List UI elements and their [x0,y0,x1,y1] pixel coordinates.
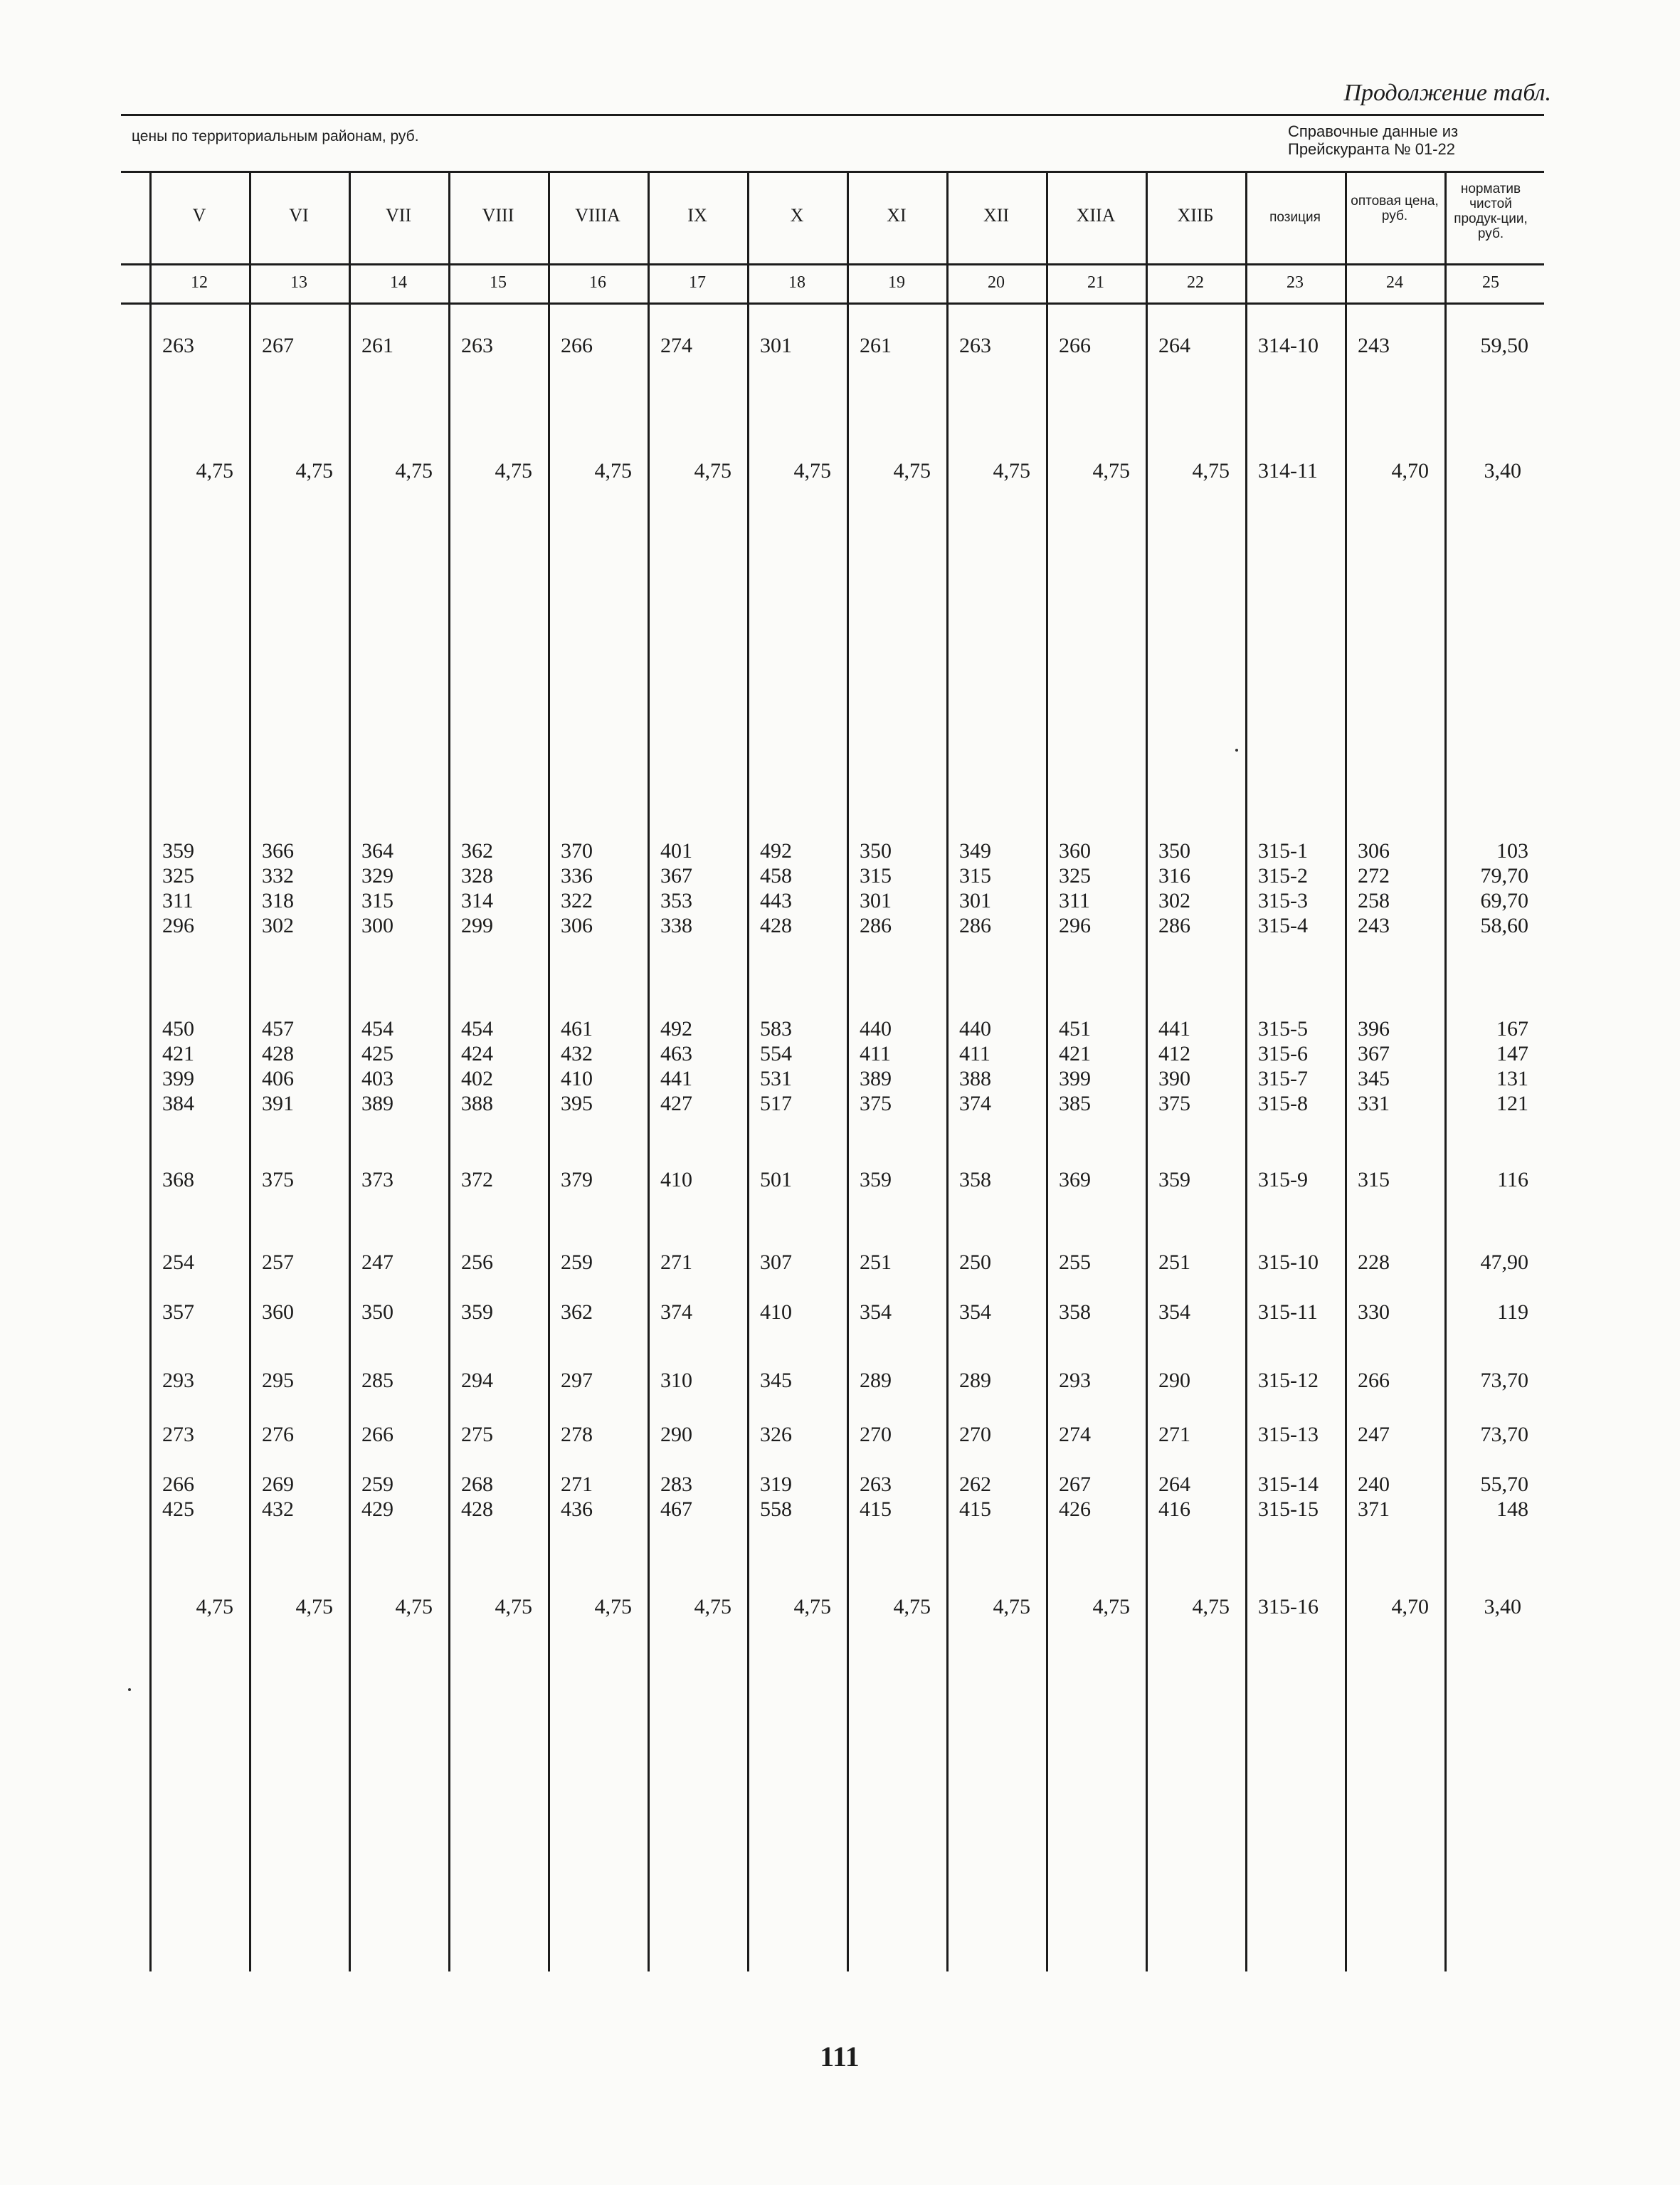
table-cell: 116 [1497,1168,1528,1191]
table-cell: 4,75 [594,1595,632,1618]
column-header: VIII [482,205,514,226]
table-cell: 4,75 [395,459,433,483]
column-divider [149,171,152,1971]
table-cell: 4,75 [993,1595,1030,1618]
column-divider [349,171,351,1971]
column-header: XIIA [1076,205,1116,226]
table-cell: 306 272 258 243 [1358,839,1390,937]
table-cell: 271 [1158,1423,1190,1446]
table-cell: 360 [262,1300,294,1324]
table-cell: 4,75 [395,1595,433,1618]
table-cell: 583 554 531 517 [760,1017,792,1115]
table-cell: 294 [461,1369,493,1392]
table-cell: 4,75 [1092,1595,1130,1618]
table-cell: 4,75 [295,1595,333,1618]
table-cell: 315 [1358,1168,1390,1191]
table-cell: 374 [660,1300,692,1324]
column-number: 24 [1386,273,1403,292]
table-cell: 285 [361,1369,393,1392]
table-cell: 4,75 [196,1595,233,1618]
table-cell: 266 [361,1423,393,1446]
table-cell: 440 411 389 375 [860,1017,892,1115]
table-cell: 315-9 [1258,1168,1308,1191]
column-divider [548,171,550,1971]
table-cell: 4,75 [993,459,1030,483]
table-cell: 266 425 [162,1473,194,1521]
table-cell: 440 411 388 374 [959,1017,991,1115]
table-cell: 259 [561,1251,593,1274]
table-cell: 247 [1358,1423,1390,1446]
column-header: V [192,205,206,226]
column-header: VIIIA [575,205,620,226]
table-cell: 358 [1059,1300,1091,1324]
table-cell: 266 [1358,1369,1390,1392]
table-cell: 3,40 [1484,459,1521,483]
table-cell: 266 [1059,334,1091,357]
table-cell: 261 [361,334,393,357]
column-header: норматив чистой продук-ции, руб. [1454,181,1528,241]
table-cell: 4,75 [196,459,233,483]
column-header: XII [983,205,1010,226]
print-speck [128,1688,131,1691]
column-number: 15 [490,273,507,292]
table-cell: 4,75 [893,459,931,483]
table-cell: 257 [262,1251,294,1274]
column-divider [847,171,849,1971]
table-cell: 103 79,70 69,70 58,60 [1480,839,1528,937]
table-cell: 59,50 [1480,334,1528,357]
table-cell: 354 [959,1300,991,1324]
group-header-rule [121,171,1544,173]
column-divider [946,171,949,1971]
column-divider [448,171,450,1971]
table-cell: 295 [262,1369,294,1392]
table-cell: 270 [959,1423,991,1446]
table-cell: 4,75 [694,459,731,483]
table-cell: 251 [860,1251,892,1274]
column-number: 13 [290,273,307,292]
column-divider [1046,171,1048,1971]
table-cell: 345 [760,1369,792,1392]
column-header: VII [385,205,412,226]
column-divider [1146,171,1148,1971]
table-cell: 354 [860,1300,892,1324]
page-number: 111 [820,2041,860,2073]
table-cell: 369 [1059,1168,1091,1191]
table-cell: 314-11 [1258,459,1318,483]
table-cell: 4,70 [1391,459,1429,483]
table-cell: 359 [860,1168,892,1191]
table-cell: 263 [461,334,493,357]
table-cell: 283 467 [660,1473,692,1521]
table-cell: 330 [1358,1300,1390,1324]
table-cell: 276 [262,1423,294,1446]
table-cell: 501 [760,1168,792,1191]
column-number: 16 [589,273,606,292]
table-cell: 4,75 [1192,459,1230,483]
table-cell: 4,75 [495,459,532,483]
table-cell: 310 [660,1369,692,1392]
table-cell: 360 325 311 296 [1059,839,1091,937]
table-cell: 263 [959,334,991,357]
table-cell: 410 [660,1168,692,1191]
prices-group-header: цены по территориальным районам, руб. [132,128,419,144]
table-cell: 4,75 [594,459,632,483]
table-cell: 274 [1059,1423,1091,1446]
table-cell: 264 416 [1158,1473,1190,1521]
table-cell: 350 [361,1300,393,1324]
table-cell: 290 [1158,1369,1190,1392]
column-number: 23 [1287,273,1304,292]
table-cell: 450 421 399 384 [162,1017,194,1115]
column-number: 19 [888,273,905,292]
table-cell: 454 424 402 388 [461,1017,493,1115]
column-header: оптовая цена, руб. [1351,194,1439,223]
table-cell: 350 315 301 286 [860,839,892,937]
table-cell: 319 558 [760,1473,792,1521]
table-cell: 401 367 353 338 [660,839,692,937]
table-cell: 358 [959,1168,991,1191]
table-cell: 396 367 345 331 [1358,1017,1390,1115]
table-cell: 314-10 [1258,334,1319,357]
table-cell: 3,40 [1484,1595,1521,1618]
print-speck [1235,749,1238,752]
table-cell: 362 [561,1300,593,1324]
column-header-rule [121,263,1544,265]
table-cell: 4,75 [694,1595,731,1618]
table-cell: 255 [1059,1251,1091,1274]
table-cell: 315-12 [1258,1369,1319,1392]
table-cell: 290 [660,1423,692,1446]
table-cell: 250 [959,1251,991,1274]
column-number: 22 [1187,273,1204,292]
table-cell: 492 458 443 428 [760,839,792,937]
column-header: XIIБ [1177,205,1214,226]
table-cell: 275 [461,1423,493,1446]
table-cell: 375 [262,1168,294,1191]
table-cell: 315-14 315-15 [1258,1473,1319,1521]
column-number: 20 [988,273,1005,292]
table-cell: 267 [262,334,294,357]
table-cell: 364 329 315 300 [361,839,393,937]
table-cell: 410 [760,1300,792,1324]
column-number: 18 [788,273,805,292]
table-cell: 4,70 [1391,1595,1429,1618]
top-rule [121,114,1544,116]
table-cell: 268 428 [461,1473,493,1521]
table-cell: 368 [162,1168,194,1191]
table-cell: 269 432 [262,1473,294,1521]
table-cell: 315-10 [1258,1251,1319,1274]
table-cell: 4,75 [793,1595,831,1618]
table-cell: 454 425 403 389 [361,1017,393,1115]
table-cell: 366 332 318 302 [262,839,294,937]
table-cell: 4,75 [1092,459,1130,483]
table-cell: 359 [461,1300,493,1324]
column-divider [1345,171,1347,1971]
table-cell: 271 [660,1251,692,1274]
column-divider [648,171,650,1971]
table-cell: 263 415 [860,1473,892,1521]
table-cell: 359 325 311 296 [162,839,194,937]
table-cell: 379 [561,1168,593,1191]
column-header: X [790,205,804,226]
table-cell: 259 429 [361,1473,393,1521]
column-divider [249,171,251,1971]
table-cell: 289 [959,1369,991,1392]
table-cell: 4,75 [1192,1595,1230,1618]
table-cell: 261 [860,334,892,357]
table-cell: 271 436 [561,1473,593,1521]
table-cell: 315-16 [1258,1595,1319,1618]
table-cell: 167 147 131 121 [1496,1017,1528,1115]
column-number: 14 [390,273,407,292]
table-cell: 264 [1158,334,1190,357]
continuation-title: Продолжение табл. [1343,80,1551,106]
column-header: VI [289,205,309,226]
table-cell: 4,75 [495,1595,532,1618]
table-cell: 307 [760,1251,792,1274]
table-cell: 315-13 [1258,1423,1319,1446]
table-cell: 73,70 [1480,1369,1528,1392]
table-cell: 119 [1497,1300,1528,1324]
table-cell: 315-5 315-6 315-7 315-8 [1258,1017,1308,1115]
table-cell: 273 [162,1423,194,1446]
table-cell: 251 [1158,1251,1190,1274]
column-header: позиция [1269,210,1321,225]
table-cell: 357 [162,1300,194,1324]
table-cell: 228 [1358,1251,1390,1274]
table-cell: 372 [461,1168,493,1191]
column-header: XI [887,205,907,226]
column-divider [1245,171,1247,1971]
table-cell: 270 [860,1423,892,1446]
column-number: 17 [689,273,706,292]
table-cell: 73,70 [1480,1423,1528,1446]
table-cell: 451 421 399 385 [1059,1017,1091,1115]
table-cell: 315-11 [1258,1300,1318,1324]
table-cell: 47,90 [1480,1251,1528,1274]
column-number: 25 [1482,273,1499,292]
table-cell: 326 [760,1423,792,1446]
table-cell: 243 [1358,334,1390,357]
column-number-rule [121,302,1544,305]
table-cell: 274 [660,334,692,357]
table-cell: 4,75 [793,459,831,483]
table-cell: 254 [162,1251,194,1274]
table-cell: 457 428 406 391 [262,1017,294,1115]
table-cell: 240 371 [1358,1473,1390,1521]
table-cell: 492 463 441 427 [660,1017,692,1115]
table-cell: 4,75 [893,1595,931,1618]
table-cell: 293 [1059,1369,1091,1392]
table-cell: 266 [561,334,593,357]
table-cell: 350 316 302 286 [1158,839,1190,937]
table-cell: 4,75 [295,459,333,483]
table-cell: 293 [162,1369,194,1392]
table-cell: 370 336 322 306 [561,839,593,937]
table-cell: 263 [162,334,194,357]
table-cell: 315-1 315-2 315-3 315-4 [1258,839,1308,937]
reference-group-header: Справочные данные из Прейскуранта № 01-22 [1288,122,1459,158]
column-divider [747,171,749,1971]
column-number: 12 [191,273,208,292]
table-cell: 267 426 [1059,1473,1091,1521]
table-cell: 262 415 [959,1473,991,1521]
table-cell: 256 [461,1251,493,1274]
table-cell: 278 [561,1423,593,1446]
table-cell: 373 [361,1168,393,1191]
table-cell: 289 [860,1369,892,1392]
table-cell: 55,70 148 [1480,1473,1528,1521]
table-cell: 297 [561,1369,593,1392]
table-cell: 354 [1158,1300,1190,1324]
table-cell: 247 [361,1251,393,1274]
table-cell: 349 315 301 286 [959,839,991,937]
table-cell: 441 412 390 375 [1158,1017,1190,1115]
column-number: 21 [1087,273,1104,292]
table-cell: 301 [760,334,792,357]
table-cell: 461 432 410 395 [561,1017,593,1115]
column-header: IX [687,205,707,226]
table-cell: 362 328 314 299 [461,839,493,937]
table-cell: 359 [1158,1168,1190,1191]
